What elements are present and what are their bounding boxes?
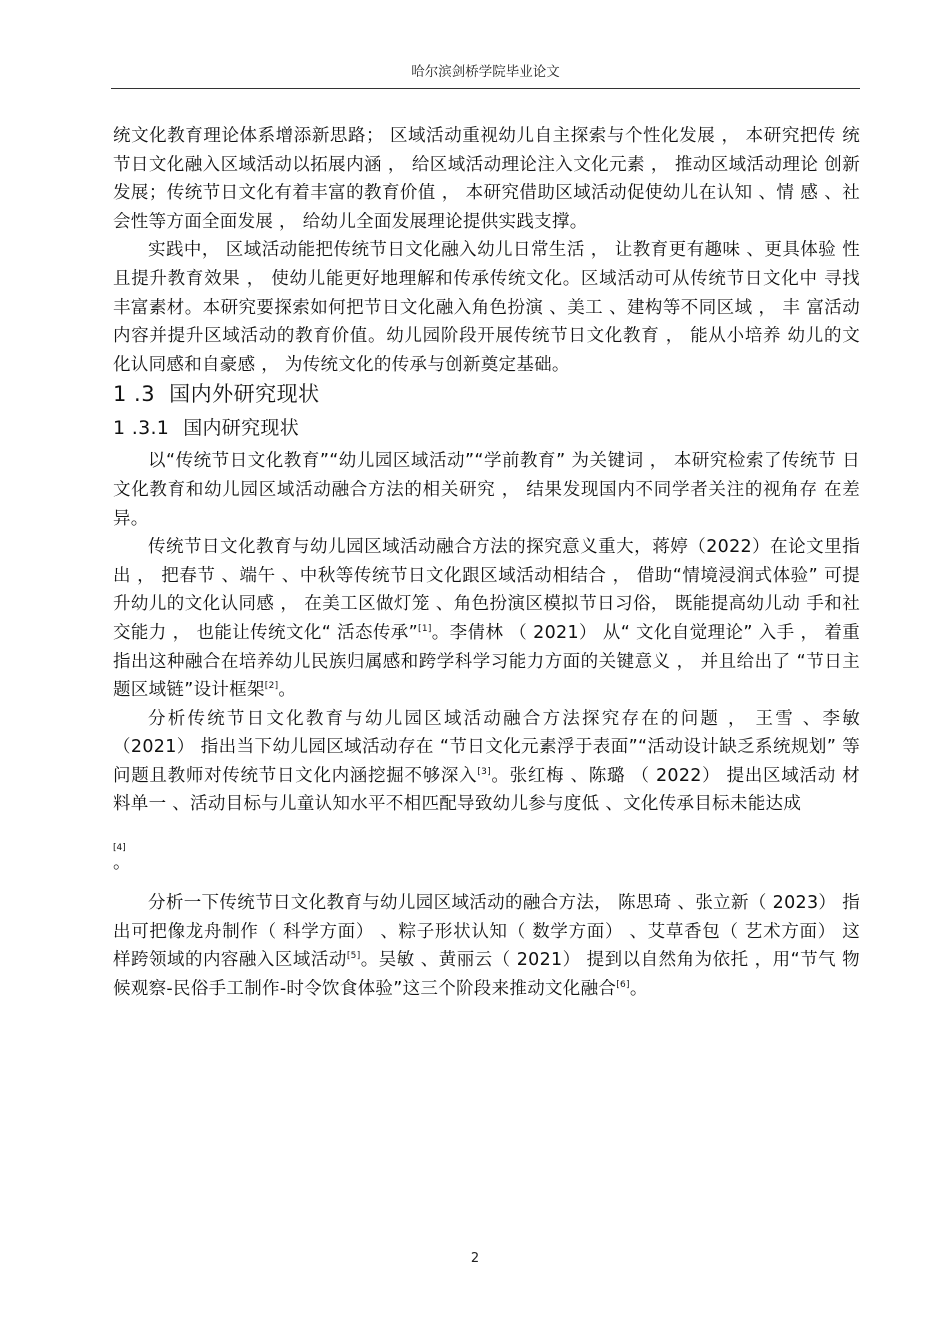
subsection-heading bbox=[113, 413, 860, 443]
citation-ref: [5] bbox=[346, 951, 361, 962]
paragraph-text: 。 bbox=[113, 853, 131, 874]
document-body bbox=[113, 122, 860, 1003]
paragraph-text: 。 bbox=[629, 978, 648, 999]
subsection-number: 1 .3.1 bbox=[113, 417, 170, 440]
citation-ref-block bbox=[113, 841, 860, 855]
paragraph-text: 。李倩林 （ 2021） 从“ 文化自觉理论” 入手 ， 着重指出这种融合在培养幼儿民族归属感和跨学科学习能力方面的关键意义 ， 并且给出了 “节日主题区域链”设计框架 bbox=[113, 622, 861, 701]
section-title: 国内外研究现状 bbox=[169, 382, 320, 407]
paragraph-text: 。吴敏 、黄丽云（ 2021） 提到以自然角为依托 ，用“节气 物候观察-民俗手工制作-时令饮食体验”这三个阶段来推动文化融合 bbox=[113, 950, 860, 999]
section-heading bbox=[113, 379, 860, 409]
paragraph-text: 分析一下传统节日文化教育与幼儿园区域活动的融合方法， 陈思琦 、张立新（ 2023） 指出可把像龙舟制作（ 科学方面） 、粽子形状认知（ 数学方面） 、艾草香包（ 艺术方面） 这样跨领域的内容融入区域活动 bbox=[113, 893, 860, 971]
paragraph-text: 。张红梅 、陈璐 （ 2022） 提出区域活动 材料单一 、活动目标与儿童认知水平不相匹配导致幼儿参与度低 、文化传承目标未能达成 bbox=[113, 765, 860, 815]
paragraph-integration-methods bbox=[113, 889, 860, 1003]
paragraph-tail bbox=[113, 853, 860, 874]
subsection-title: 国内研究现状 bbox=[183, 417, 299, 440]
citation-ref: [6] bbox=[616, 980, 630, 991]
paragraph-theory-significance: 统文化教育理论体系增添新思路； 区域活动重视幼儿自主探索与个性化发展 ， 本研究把传 统节日文化融入区域活动以拓展内涵 ， 给区域活动理论注入文化元素 ， 推动区域活动理论 创新发展；传统节日文化有着丰富的教育价值 ， 本研究借助区域活动促使幼儿在认知 、情 感 、社会性等方面全面发展 ， 给幼儿全面发展理论提供实践支撑。 bbox=[113, 126, 860, 232]
section-number: 1 .3 bbox=[113, 382, 156, 407]
paragraph-research-meaning bbox=[113, 533, 860, 705]
citation-ref: [2] bbox=[264, 681, 279, 692]
citation-ref: [4] bbox=[113, 843, 126, 854]
paragraph-practice-significance: 实践中， 区域活动能把传统节日文化融入幼儿日常生活 ， 让教育更有趣味 、更具体验 性且提升教育效果 ， 使幼儿能更好地理解和传承传统文化。区域活动可从传统节日文化中 寻找丰富素材。本研究要探索如何把节日文化融入角色扮演 、美工 、建构等不同区域 ， 丰 富活动内容并提升区域活动的教育价值。幼儿园阶段开展传统节日文化教育 ， 能从小培养 幼儿的文化认同感和自豪感 ， 为传统文化的传承与创新奠定基础。 bbox=[113, 240, 860, 375]
citation-ref: [3] bbox=[477, 767, 491, 778]
paragraph-search-keywords: 以“传统节日文化教育”“幼儿园区域活动”“学前教育” 为关键词 ， 本研究检索了传统节 日文化教育和幼儿园区域活动融合方法的相关研究 ， 结果发现国内不同学者关注的视角存 在差异。 bbox=[113, 451, 860, 529]
header-divider bbox=[111, 88, 860, 89]
paragraph-text: 传统节日文化教育与幼儿园区域活动融合方法的探究意义重大，蒋婷（2022）在论文里指出 ， 把春节 、端午 、中秋等传统节日文化跟区域活动相结合 ， 借助“情境浸润式体验” 可提升幼儿的文化认同感 ， 在美工区做灯笼 、角色扮演区模拟节日习俗， 既能提高幼儿动 手和社交能力 ， 也能让传统文化“ 活态传承” bbox=[113, 537, 860, 643]
page-header: 哈尔滨剑桥学院毕业论文 bbox=[411, 64, 560, 80]
paragraph-text: 分析传统节日文化教育与幼儿园区域活动融合方法探究存在的问题 ， 王雪 、李敏 （2021） 指出当下幼儿园区域活动存在 “节日文化元素浮于表面”“活动设计缺乏系统规划” 等问题且教师对传统节日文化内涵挖掘不够深入 bbox=[113, 708, 860, 786]
paragraph-text: 。 bbox=[278, 680, 297, 701]
citation-ref: [1] bbox=[418, 624, 432, 635]
page-number: 2 bbox=[470, 1251, 480, 1266]
paragraph-existing-problems bbox=[113, 705, 860, 819]
